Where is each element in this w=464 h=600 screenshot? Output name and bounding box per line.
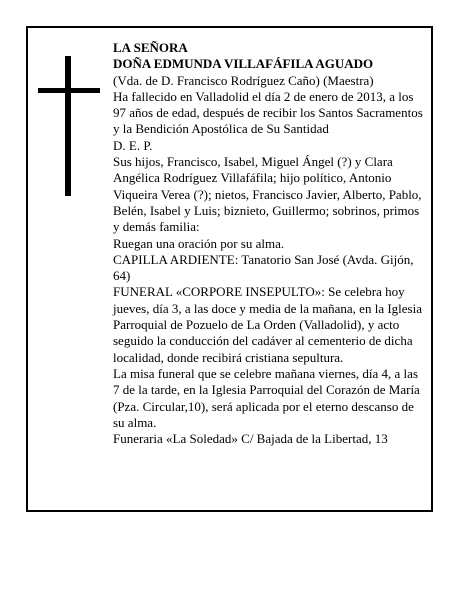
- obituary-text: [113, 40, 425, 447]
- cross-horizontal-bar: [38, 88, 100, 93]
- mass: La misa funeral que se celebre mañana viernes, día 4, a las 7 de la tarde, en la Iglesia Parroquial del Corazón de María (Pza. Circular,10), será aplicada por el eterno descanso de su alma.: [113, 365, 420, 430]
- subtitle: (Vda. de D. Francisco Rodríguez Caño) (Maestra): [113, 72, 374, 88]
- funeral: FUNERAL «CORPORE INSEPULTO»: Se celebra hoy jueves, día 3, a las doce y media de la mañana, en la Iglesia Parroquial de Pozuelo de La Orden (Valladolid), y acto seguido la conducción del cadáver al cementerio de dicha localidad, donde recibirá cristiana sepultura.: [113, 284, 422, 365]
- rip: D. E. P.: [113, 137, 153, 153]
- latin-cross-icon: [38, 56, 100, 196]
- heading: LA SEÑORA: [113, 40, 188, 55]
- chapel: CAPILLA ARDIENTE: Tanatorio San José (Avda. Gijón, 64): [113, 251, 414, 284]
- prayer-request: Ruegan una oración por su alma.: [113, 235, 285, 251]
- family: Sus hijos, Francisco, Isabel, Miguel Ángel (?) y Clara Angélica Rodríguez Villafáfila; hijo político, Antonio Viqueira Verea (?); nietos, Francisco Javier, Alberto, Pablo, Belén, Isabel y Luis; biznieto, Guillermo; sobrinos, primos y demás familia:: [113, 154, 422, 235]
- funeral-home: Funeraria «La Soledad» C/ Bajada de la Libertad, 13: [113, 431, 388, 447]
- deceased-name: DOÑA EDMUNDA VILLAFÁFILA AGUADO: [113, 56, 374, 72]
- announcement: Ha fallecido en Valladolid el día 2 de enero de 2013, a los 97 años de edad, después de recibir los Santos Sacramentos y la Bendición Apostólica de Su Santidad: [113, 88, 423, 137]
- cross-vertical-bar: [65, 56, 71, 196]
